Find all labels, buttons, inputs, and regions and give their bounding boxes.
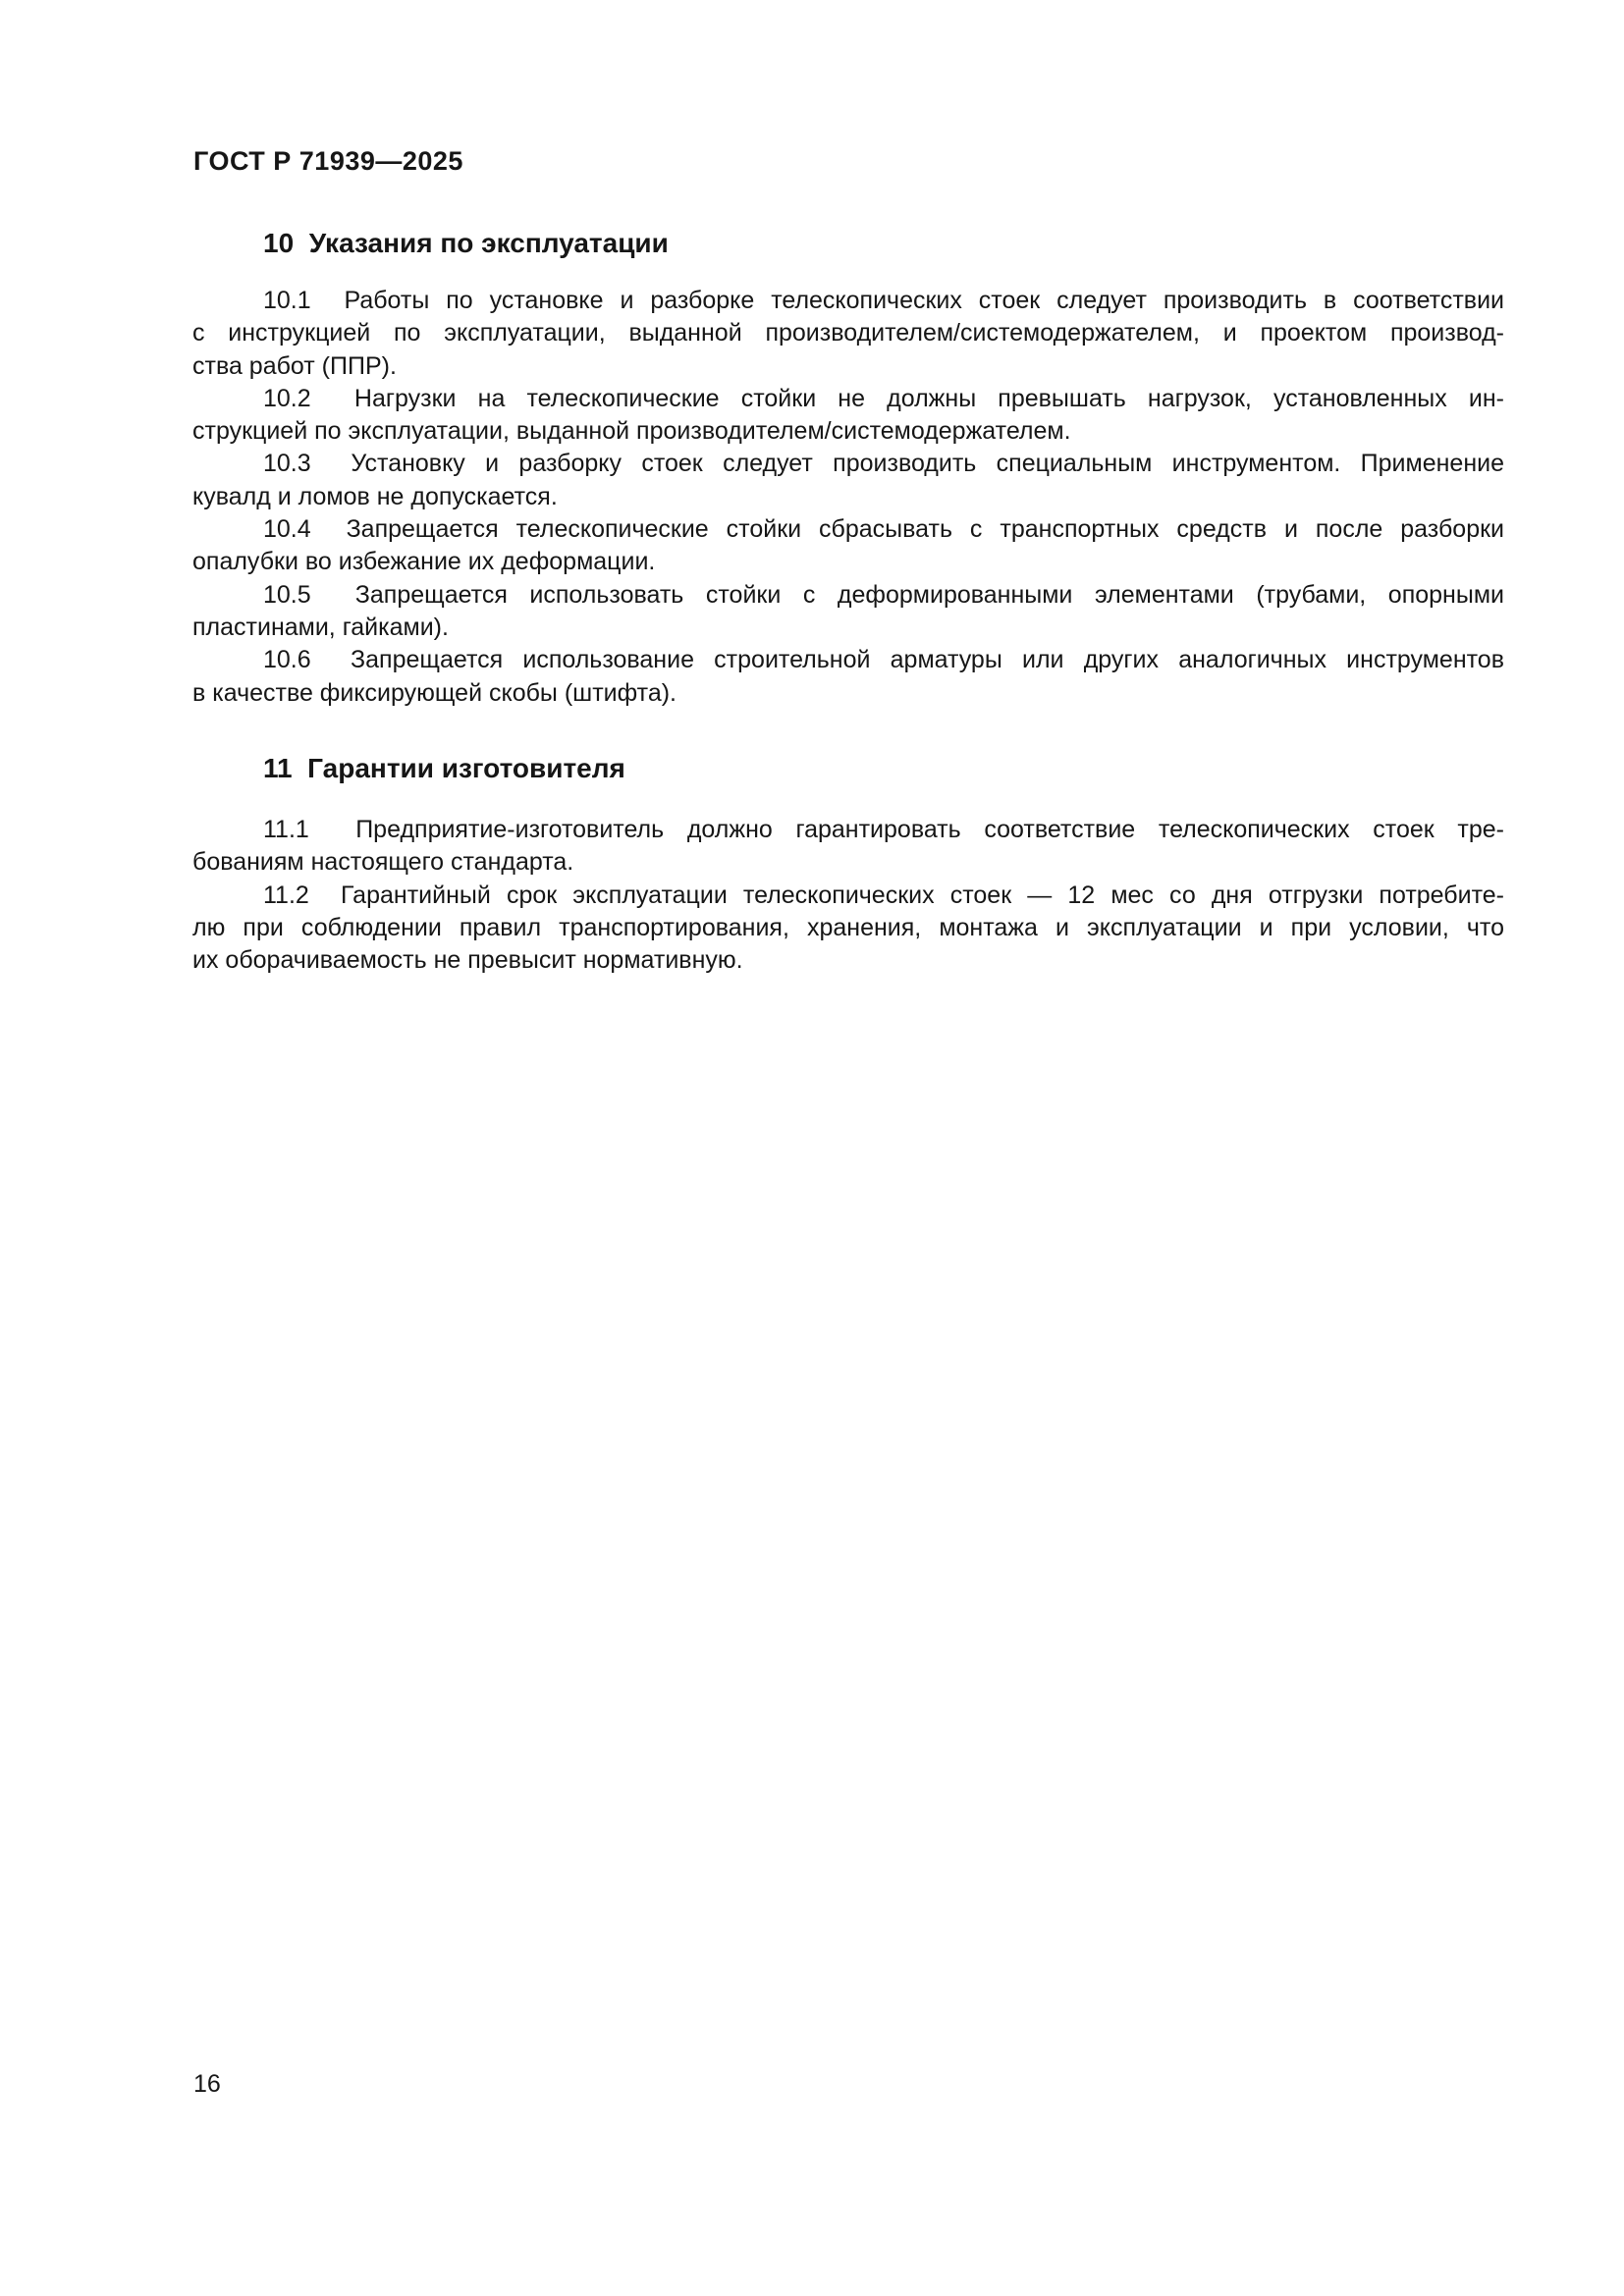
section-10-body [192, 285, 1504, 710]
text-line: 10.6 Запрещается использование строительной арматуры или других аналогичных инструментов [263, 646, 1504, 674]
text-line: 11.2 Гарантийный срок эксплуатации телескопических стоек — 12 мес со дня отгрузки потребите- [263, 881, 1504, 909]
text-line: с инструкцией по эксплуатации, выданной производителем/системодержателем, и проектом производ- [192, 319, 1504, 347]
section-10-heading: 10 Указания по эксплуатации [263, 228, 669, 258]
section-11-heading: 11 Гарантии изготовителя [263, 753, 625, 783]
text-line: кувалд и ломов не допускается. [192, 482, 558, 510]
running-header: ГОСТ Р 71939—2025 [193, 146, 463, 176]
text-line: 10.2 Нагрузки на телескопические стойки не должны превышать нагрузок, установленных ин- [263, 384, 1504, 412]
section-11-body [192, 814, 1504, 977]
text-line: 10.3 Установку и разборку стоек следует производить специальным инструментом. Применение [263, 450, 1504, 478]
page-number: 16 [193, 2070, 221, 2098]
text-line: 10.1 Работы по установке и разборке телескопических стоек следует производить в соответствии [263, 287, 1504, 314]
text-line: лю при соблюдении правил транспортирования, хранения, монтажа и эксплуатации и при условии, что [192, 913, 1504, 941]
text-line: 10.4 Запрещается телескопические стойки сбрасывать с транспортных средств и после разборки [263, 515, 1504, 544]
text-line: 11.1 Предприятие-изготовитель должно гарантировать соответствие телескопических стоек тре- [263, 816, 1504, 843]
text-line: опалубки во избежание их деформации. [192, 548, 656, 576]
text-line: 10.5 Запрещается использовать стойки с деформированными элементами (трубами, опорными [263, 580, 1504, 609]
text-line: в качестве фиксирующей скобы (штифта). [192, 678, 677, 707]
text-line: ства работ (ППР). [192, 351, 397, 380]
text-line: их оборачиваемость не превысит нормативную. [192, 946, 743, 975]
text-line: струкцией по эксплуатации, выданной производителем/системодержателем. [192, 417, 1071, 446]
text-line: пластинами, гайками). [192, 613, 449, 641]
text-line: бованиям настоящего стандарта. [192, 848, 574, 877]
